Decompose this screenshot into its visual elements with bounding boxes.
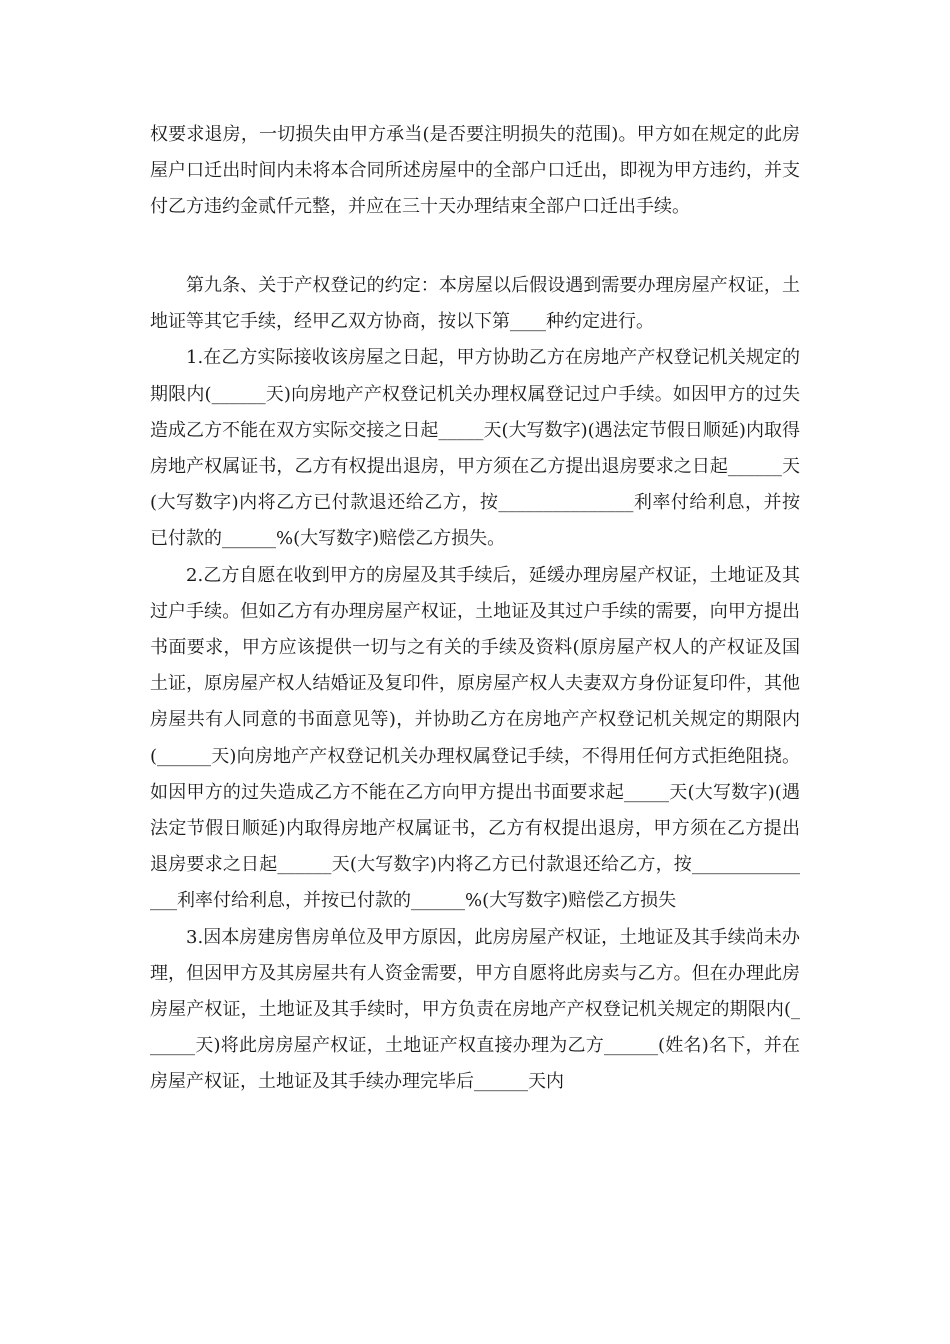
document-body-top [150,117,800,226]
clause-3-paragraph: 3.因本房建房售房单位及甲方原因，此房房屋产权证，土地证及其手续尚未办理，但因甲方及其房屋共有人资金需要，甲方自愿将此房卖与乙方。但在办理此房房屋产权证，土地证及其手续时，甲方负责在房地产产权登记机关规定的期限内(______天)将此房房屋产权证，土地证产权直接办理为乙方______(姓名)名下，并在房屋产权证，土地证及其手续办理完毕后______天内 [150,926,800,1093]
document-body-main [150,268,800,1101]
article-9-heading-paragraph: 第九条、关于产权登记的约定：本房屋以后假设遇到需要办理房屋产权证，土地证等其它手续，经甲乙双方协商，按以下第____种约定进行。 [150,275,800,333]
clause-2-paragraph: 2.乙方自愿在收到甲方的房屋及其手续后，延缓办理房屋产权证，土地证及其过户手续。但如乙方有办理房屋产权证，土地证及其过户手续的需要，向甲方提出书面要求，甲方应该提供一切与之有关的手续及资料(原房屋产权人的产权证及国土证，原房屋产权人结婚证及复印件，原房屋产权人夫妻双方身份证复印件，其他房屋共有人同意的书面意见等)，并协助乙方在房地产产权登记机关规定的期限内(______天)向房地产产权登记机关办理权属登记手续，不得用任何方式拒绝阻挠。如因甲方的过失造成乙方不能在乙方向甲方提出书面要求起_____天(大写数字)(遇法定节假日顺延)内取得房地产权属证书，乙方有权提出退房，甲方须在乙方提出退房要求之日起______天(大写数字)内将乙方已付款退还给乙方，按_______________利率付给利息，并按已付款的______%(大写数字)赔偿乙方损失 [150,564,800,912]
paragraph-continuation: 权要求退房，一切损失由甲方承当(是否要注明损失的范围)。甲方如在规定的此房屋户口迁出时间内未将本合同所述房屋中的全部户口迁出，即视为甲方违约，并支付乙方违约金贰仟元整，并应在三十天办理结束全部户口迁出手续。 [150,124,800,218]
clause-1-paragraph: 1.在乙方实际接收该房屋之日起，甲方协助乙方在房地产产权登记机关规定的期限内(______天)向房地产产权登记机关办理权属登记过户手续。如因甲方的过失造成乙方不能在双方实际交接之日起_____天(大写数字)(遇法定节假日顺延)内取得房地产权属证书，乙方有权提出退房，甲方须在乙方提出退房要求之日起______天(大写数字)内将乙方已付款退还给乙方，按_______________利率付给利息，并按已付款的______%(大写数字)赔偿乙方损失。 [150,347,800,550]
